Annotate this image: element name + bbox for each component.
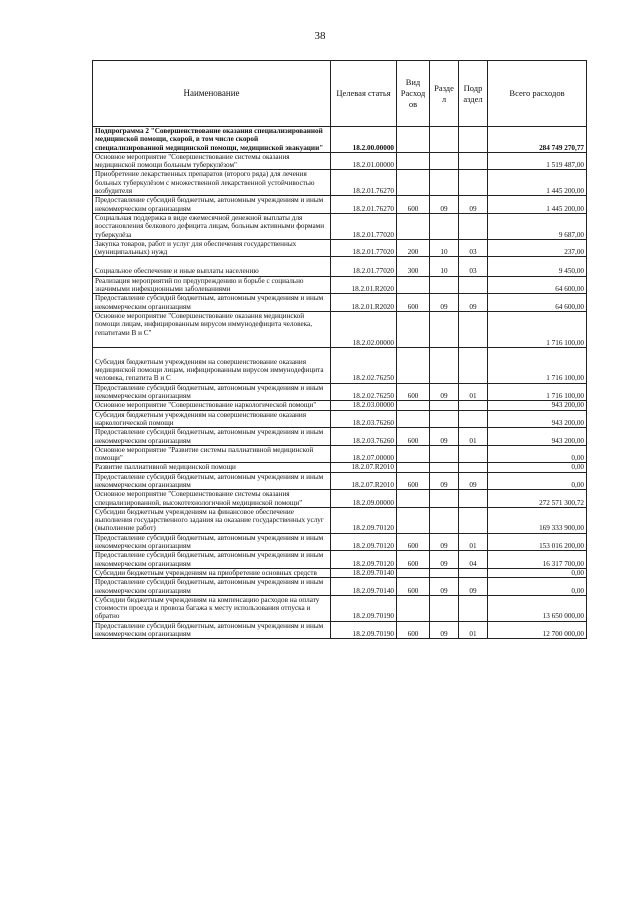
row-target-article: 18.2.01.R2020	[331, 276, 397, 294]
row-expense-type	[397, 568, 430, 577]
row-section	[430, 410, 459, 428]
row-target-article: 18.2.09.70140	[331, 568, 397, 577]
row-subsection	[459, 490, 488, 508]
row-name: Субсидии бюджетным учреждениям на компенсацию расходов на оплату стоимости проезда и провоза багажа к месту использования отпуска и обратно	[93, 595, 331, 621]
row-total-expenses: 0,00	[488, 445, 587, 463]
row-section: 10	[430, 239, 459, 257]
row-target-article: 18.2.01.76270	[331, 196, 397, 214]
row-expense-type	[397, 152, 430, 170]
row-expense-type: 300	[397, 257, 430, 276]
row-name: Основное мероприятие "Развитие системы паллиативной медицинской помощи"	[93, 445, 331, 463]
row-section: 09	[430, 428, 459, 446]
row-total-expenses: 1 519 487,00	[488, 152, 587, 170]
row-section: 09	[430, 472, 459, 490]
header-subsection: Подр аздел	[459, 61, 488, 127]
row-target-article: 18.2.09.70140	[331, 578, 397, 596]
row-target-article: 18.2.07.R2010	[331, 463, 397, 472]
table-row	[93, 445, 587, 463]
table-row	[93, 428, 587, 446]
row-target-article: 18.2.01.77020	[331, 239, 397, 257]
row-expense-type	[397, 507, 430, 533]
row-name: Закупка товаров, работ и услуг для обеспечения государственных (муниципальных) нужд	[93, 239, 331, 257]
row-subsection: 09	[459, 294, 488, 312]
header-expense-type: Вид Расход ов	[397, 61, 430, 127]
row-subsection: 03	[459, 257, 488, 276]
table-row	[93, 196, 587, 214]
row-section	[430, 568, 459, 577]
row-section: 09	[430, 551, 459, 569]
row-name: Социальное обеспечение и иные выплаты населению	[93, 257, 331, 276]
budget-table	[92, 60, 587, 639]
row-total-expenses: 943 200,00	[488, 428, 587, 446]
row-total-expenses: 284 749 270,77	[488, 127, 587, 153]
row-section	[430, 152, 459, 170]
row-target-article: 18.2.01.R2020	[331, 294, 397, 312]
table-row	[93, 276, 587, 294]
row-expense-type: 600	[397, 533, 430, 551]
row-name: Предоставление субсидий бюджетным, автономным учреждениям и иным некоммерческим организациям	[93, 294, 331, 312]
row-section	[430, 311, 459, 347]
row-section: 09	[430, 196, 459, 214]
row-total-expenses: 1 445 200,00	[488, 170, 587, 196]
row-subsection	[459, 410, 488, 428]
table-row	[93, 127, 587, 153]
header-target-article: Целевая статья	[331, 61, 397, 127]
row-total-expenses: 0,00	[488, 568, 587, 577]
row-total-expenses: 64 600,00	[488, 276, 587, 294]
row-subsection	[459, 127, 488, 153]
row-name: Предоставление субсидий бюджетным, автономным учреждениям и иным некоммерческим организациям	[93, 533, 331, 551]
row-name: Субсидия бюджетным учреждениям на совершенствование оказания наркологической помощи	[93, 410, 331, 428]
row-target-article: 18.2.01.00000	[331, 152, 397, 170]
row-expense-type	[397, 213, 430, 239]
row-expense-type	[397, 410, 430, 428]
page-number: 38	[314, 30, 326, 42]
row-name: Предоставление субсидий бюджетным, автономным учреждениям и иным некоммерческим организациям	[93, 428, 331, 446]
table-row	[93, 595, 587, 621]
row-subsection	[459, 347, 488, 383]
row-expense-type	[397, 445, 430, 463]
row-subsection: 01	[459, 428, 488, 446]
row-section: 10	[430, 257, 459, 276]
row-expense-type: 600	[397, 578, 430, 596]
header-total-expenses: Всего расходов	[488, 61, 587, 127]
row-total-expenses: 1 716 100,00	[488, 347, 587, 383]
row-section: 09	[430, 621, 459, 639]
row-total-expenses: 0,00	[488, 472, 587, 490]
row-target-article: 18.2.07.R2010	[331, 472, 397, 490]
table-row	[93, 551, 587, 569]
row-subsection	[459, 311, 488, 347]
row-total-expenses: 16 317 700,00	[488, 551, 587, 569]
row-expense-type: 600	[397, 294, 430, 312]
row-target-article: 18.2.01.77020	[331, 213, 397, 239]
table-row	[93, 578, 587, 596]
table-header-row	[93, 61, 587, 127]
row-name: Предоставление субсидий бюджетным, автономным учреждениям и иным некоммерческим организациям	[93, 472, 331, 490]
row-name: Развитие паллиативной медицинской помощи	[93, 463, 331, 472]
row-total-expenses: 943 200,00	[488, 410, 587, 428]
row-subsection	[459, 152, 488, 170]
row-name: Основное мероприятие "Совершенствование наркологической помощи"	[93, 401, 331, 410]
row-target-article: 18.2.07.00000	[331, 445, 397, 463]
header-section: Разде л	[430, 61, 459, 127]
row-section	[430, 276, 459, 294]
table-row	[93, 410, 587, 428]
row-section	[430, 347, 459, 383]
table-row	[93, 533, 587, 551]
row-section	[430, 595, 459, 621]
table-row	[93, 463, 587, 472]
row-total-expenses: 943 200,00	[488, 401, 587, 410]
row-target-article: 18.2.09.70120	[331, 533, 397, 551]
row-total-expenses: 153 016 200,00	[488, 533, 587, 551]
row-target-article: 18.2.02.76250	[331, 347, 397, 383]
row-total-expenses: 169 333 900,00	[488, 507, 587, 533]
table-row	[93, 507, 587, 533]
table-row	[93, 170, 587, 196]
row-target-article: 18.2.03.76260	[331, 410, 397, 428]
row-name: Предоставление субсидий бюджетным, автономным учреждениям и иным некоммерческим организациям	[93, 383, 331, 401]
row-section	[430, 507, 459, 533]
row-subsection	[459, 507, 488, 533]
row-total-expenses: 9 450,00	[488, 257, 587, 276]
row-total-expenses: 237,00	[488, 239, 587, 257]
row-section: 09	[430, 294, 459, 312]
table-row	[93, 213, 587, 239]
row-subsection: 01	[459, 621, 488, 639]
row-subsection: 01	[459, 383, 488, 401]
row-expense-type	[397, 401, 430, 410]
table-row	[93, 257, 587, 276]
table-row	[93, 401, 587, 410]
row-name: Субсидии бюджетным учреждениям на финансовое обеспечение выполнения государственного задания на оказание государственных услуг (выполнение работ)	[93, 507, 331, 533]
row-name: Основное мероприятие "Совершенствование оказания медицинской помощи лицам, инфицированным вирусом иммунодефицита человека, гепатитами В и С"	[93, 311, 331, 347]
row-target-article: 18.2.09.70190	[331, 595, 397, 621]
row-expense-type: 600	[397, 551, 430, 569]
row-expense-type	[397, 311, 430, 347]
table-row	[93, 472, 587, 490]
table-row	[93, 152, 587, 170]
row-section: 09	[430, 533, 459, 551]
row-expense-type: 600	[397, 383, 430, 401]
table-row	[93, 311, 587, 347]
row-total-expenses: 13 650 000,00	[488, 595, 587, 621]
table-row	[93, 490, 587, 508]
row-target-article: 18.2.09.70120	[331, 551, 397, 569]
row-section	[430, 445, 459, 463]
table-row	[93, 239, 587, 257]
row-expense-type	[397, 595, 430, 621]
row-target-article: 18.2.09.70120	[331, 507, 397, 533]
row-total-expenses: 272 571 300,72	[488, 490, 587, 508]
table-row	[93, 568, 587, 577]
row-total-expenses: 1 716 100,00	[488, 311, 587, 347]
row-expense-type	[397, 170, 430, 196]
row-section	[430, 463, 459, 472]
row-subsection	[459, 463, 488, 472]
row-expense-type	[397, 127, 430, 153]
row-expense-type	[397, 347, 430, 383]
table-body	[93, 127, 587, 639]
row-target-article: 18.2.02.76250	[331, 383, 397, 401]
row-target-article: 18.2.01.77020	[331, 257, 397, 276]
row-section: 09	[430, 578, 459, 596]
row-name: Предоставление субсидий бюджетным, автономным учреждениям и иным некоммерческим организациям	[93, 196, 331, 214]
row-total-expenses: 1 716 100,00	[488, 383, 587, 401]
row-total-expenses: 12 700 000,00	[488, 621, 587, 639]
table-row	[93, 347, 587, 383]
row-section: 09	[430, 383, 459, 401]
row-subsection: 09	[459, 196, 488, 214]
row-section	[430, 127, 459, 153]
row-name: Предоставление субсидий бюджетным, автономным учреждениям и иным некоммерческим организациям	[93, 578, 331, 596]
row-target-article: 18.2.02.00000	[331, 311, 397, 347]
row-subsection	[459, 213, 488, 239]
row-name: Подпрограмма 2 "Совершенствование оказания специализированной медицинской помощи, скорой, в том числе скорой специализированной медицинской помощи, медицинской эвакуации"	[93, 127, 331, 153]
row-subsection	[459, 276, 488, 294]
row-name: Приобретение лекарственных препаратов (второго ряда) для лечения больных туберкулёзом с множественной лекарственной устойчивостью возбудителя	[93, 170, 331, 196]
row-subsection: 01	[459, 533, 488, 551]
row-target-article: 18.2.01.76270	[331, 170, 397, 196]
row-expense-type: 600	[397, 472, 430, 490]
row-name: Реализация мероприятий по предупреждению и борьбе с социально значимыми инфекционными заболеваниями	[93, 276, 331, 294]
row-target-article: 18.2.03.76260	[331, 428, 397, 446]
row-expense-type: 600	[397, 196, 430, 214]
row-subsection	[459, 568, 488, 577]
row-name: Субсидии бюджетным учреждениям на приобретение основных средств	[93, 568, 331, 577]
row-target-article: 18.2.00.00000	[331, 127, 397, 153]
row-target-article: 18.2.09.00000	[331, 490, 397, 508]
row-total-expenses: 64 600,00	[488, 294, 587, 312]
row-expense-type	[397, 490, 430, 508]
row-name: Предоставление субсидий бюджетным, автономным учреждениям и иным некоммерческим организациям	[93, 621, 331, 639]
row-expense-type: 600	[397, 428, 430, 446]
row-subsection	[459, 445, 488, 463]
row-name: Основное мероприятие "Совершенствование системы оказания специализированной, высокотехнологичной медицинской помощи"	[93, 490, 331, 508]
row-total-expenses: 1 445 200,00	[488, 196, 587, 214]
header-name: Наименование	[93, 61, 331, 127]
row-section	[430, 213, 459, 239]
row-target-article: 18.2.09.70190	[331, 621, 397, 639]
row-expense-type	[397, 276, 430, 294]
row-subsection: 03	[459, 239, 488, 257]
row-name: Социальная поддержка в виде ежемесячной денежной выплаты для восстановления белкового дефицита лицам, больным активными формами туберкулёза	[93, 213, 331, 239]
table-row	[93, 621, 587, 639]
row-name: Субсидия бюджетным учреждениям на совершенствование оказания медицинской помощи лицам, инфицированным вирусом иммунодефицита человека, гепатита В и С	[93, 347, 331, 383]
row-target-article: 18.2.03.00000	[331, 401, 397, 410]
row-expense-type: 600	[397, 621, 430, 639]
row-total-expenses: 9 687,00	[488, 213, 587, 239]
row-subsection: 04	[459, 551, 488, 569]
row-subsection	[459, 595, 488, 621]
row-subsection	[459, 401, 488, 410]
row-total-expenses: 0,00	[488, 463, 587, 472]
row-subsection	[459, 170, 488, 196]
row-subsection: 09	[459, 472, 488, 490]
row-section	[430, 490, 459, 508]
row-total-expenses: 0,00	[488, 578, 587, 596]
table-row	[93, 383, 587, 401]
row-name: Предоставление субсидий бюджетным, автономным учреждениям и иным некоммерческим организациям	[93, 551, 331, 569]
table-row	[93, 294, 587, 312]
row-section	[430, 401, 459, 410]
row-section	[430, 170, 459, 196]
row-subsection: 09	[459, 578, 488, 596]
row-expense-type	[397, 463, 430, 472]
row-expense-type: 200	[397, 239, 430, 257]
row-name: Основное мероприятие "Совершенствование системы оказания медицинской помощи больным туберкулёзом"	[93, 152, 331, 170]
